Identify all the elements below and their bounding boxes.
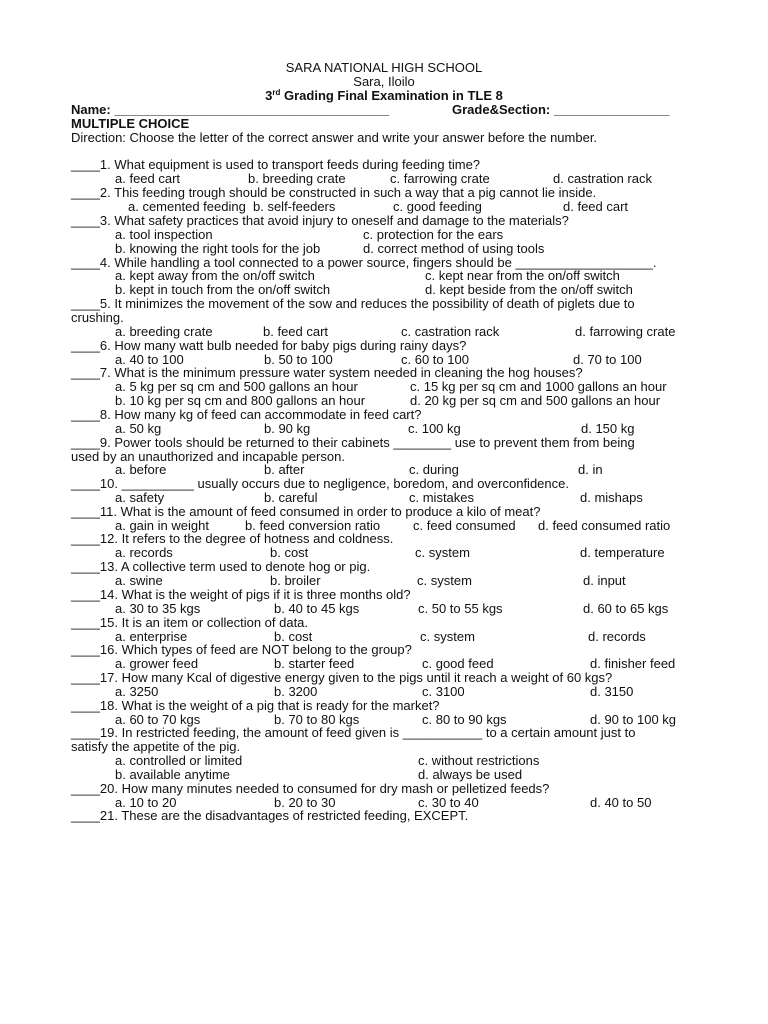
choice: c. system bbox=[417, 573, 472, 588]
question-7: ____7. What is the minimum pressure water system needed in cleaning the hog houses? bbox=[71, 365, 583, 380]
question-4: ____4. While handling a tool connected to a power source, fingers should be ___________________. bbox=[71, 255, 657, 270]
question-5-continued: crushing. bbox=[71, 310, 124, 325]
exam-title-text: Grading Final Examination in TLE 8 bbox=[280, 88, 503, 103]
name-field: Name: ______________________________________ bbox=[71, 102, 390, 117]
choice: c. feed consumed bbox=[413, 518, 516, 533]
question-12: ____12. It refers to the degree of hotness and coldness. bbox=[71, 531, 394, 546]
choice: c. castration rack bbox=[401, 324, 500, 339]
direction-text: Direction: Choose the letter of the correct answer and write your answer before the number. bbox=[71, 130, 598, 145]
choice: b. kept in touch from the on/off switch bbox=[115, 282, 331, 297]
question-8: ____8. How many kg of feed can accommodate in feed cart? bbox=[71, 407, 422, 422]
choice: a. gain in weight bbox=[115, 518, 209, 533]
question-15: ____15. It is an item or collection of data. bbox=[71, 615, 309, 630]
choice: a. safety bbox=[115, 490, 165, 505]
choice: c. 50 to 55 kgs bbox=[418, 601, 503, 616]
choice: a. 40 to 100 bbox=[115, 352, 184, 367]
exam-ordinal: 3 bbox=[265, 88, 273, 103]
choice: a. controlled or limited bbox=[115, 753, 243, 768]
choice: c. 80 to 90 kgs bbox=[422, 712, 507, 727]
choice: b. knowing the right tools for the job bbox=[115, 241, 321, 256]
choice: a. cemented feeding bbox=[128, 199, 246, 214]
choice: b. cost bbox=[270, 545, 309, 560]
choice: b. feed cart bbox=[263, 324, 329, 339]
choice: d. kept beside from the on/off switch bbox=[425, 282, 633, 297]
choice: c. mistakes bbox=[409, 490, 475, 505]
choice: c. without restrictions bbox=[418, 753, 540, 768]
exam-title bbox=[0, 89, 768, 103]
choice: a. 60 to 70 kgs bbox=[115, 712, 201, 727]
choice: a. 30 to 35 kgs bbox=[115, 601, 201, 616]
choice: a. 10 to 20 bbox=[115, 795, 177, 810]
question-21: ____21. These are the disadvantages of restricted feeding, EXCEPT. bbox=[71, 808, 469, 823]
choice: d. farrowing crate bbox=[575, 324, 676, 339]
choice: d. 150 kg bbox=[581, 421, 635, 436]
choice: b. 50 to 100 bbox=[264, 352, 333, 367]
choice: a. kept away from the on/off switch bbox=[115, 268, 315, 283]
choice: c. 3100 bbox=[422, 684, 465, 699]
choice: b. 90 kg bbox=[264, 421, 311, 436]
choice: d. correct method of using tools bbox=[363, 241, 545, 256]
question-5: ____5. It minimizes the movement of the sow and reduces the possibility of death of piglets due to bbox=[71, 296, 635, 311]
choice: b. available anytime bbox=[115, 767, 230, 782]
question-3: ____3. What safety practices that avoid injury to oneself and damage to the materials? bbox=[71, 213, 569, 228]
choice: d. finisher feed bbox=[590, 656, 676, 671]
choice: c. farrowing crate bbox=[390, 171, 490, 186]
choice: c. system bbox=[420, 629, 475, 644]
choice: d. input bbox=[583, 573, 626, 588]
choice: d. records bbox=[588, 629, 646, 644]
choice: d. in bbox=[578, 462, 603, 477]
choice: d. 20 kg per sq cm and 500 gallons an hour bbox=[410, 393, 661, 408]
question-20: ____20. How many minutes needed to consumed for dry mash or pelletized feeds? bbox=[71, 781, 550, 796]
choice: b. after bbox=[264, 462, 305, 477]
choice: b. 40 to 45 kgs bbox=[274, 601, 360, 616]
choice: b. breeding crate bbox=[248, 171, 346, 186]
choice: b. 20 to 30 bbox=[274, 795, 336, 810]
choice: d. feed cart bbox=[563, 199, 629, 214]
choice: d. 90 to 100 kg bbox=[590, 712, 677, 727]
choice: a. tool inspection bbox=[115, 227, 213, 242]
choice: c. good feeding bbox=[393, 199, 482, 214]
choice: d. castration rack bbox=[553, 171, 652, 186]
exam-ordinal-suffix: rd bbox=[272, 88, 281, 97]
choice: a. 3250 bbox=[115, 684, 159, 699]
grade-section-field: Grade&Section: ________________ bbox=[452, 102, 670, 117]
question-16: ____16. Which types of feed are NOT belong to the group? bbox=[71, 642, 412, 657]
choice: c. 30 to 40 bbox=[418, 795, 479, 810]
choice: a. 50 kg bbox=[115, 421, 162, 436]
question-18: ____18. What is the weight of a pig that is ready for the market? bbox=[71, 698, 440, 713]
choice: d. 40 to 50 bbox=[590, 795, 652, 810]
choice: c. 60 to 100 bbox=[401, 352, 469, 367]
choice: c. good feed bbox=[422, 656, 494, 671]
choice: d. feed consumed ratio bbox=[538, 518, 671, 533]
choice: b. feed conversion ratio bbox=[245, 518, 381, 533]
question-10: ____10. __________ usually occurs due to negligence, boredom, and overconfidence. bbox=[71, 476, 569, 491]
choice: b. careful bbox=[264, 490, 318, 505]
choice: c. kept near from the on/off switch bbox=[425, 268, 620, 283]
choice: d. always be used bbox=[418, 767, 523, 782]
choice: b. 10 kg per sq cm and 800 gallons an hour bbox=[115, 393, 366, 408]
question-2: ____2. This feeding trough should be constructed in such a way that a pig cannot lie inside. bbox=[71, 185, 597, 200]
choice: a. 5 kg per sq cm and 500 gallons an hour bbox=[115, 379, 358, 394]
choice: d. mishaps bbox=[580, 490, 643, 505]
choice: d. 70 to 100 bbox=[573, 352, 642, 367]
choice: a. swine bbox=[115, 573, 163, 588]
choice: c. 100 kg bbox=[408, 421, 461, 436]
choice: a. feed cart bbox=[115, 171, 181, 186]
question-19-continued: satisfy the appetite of the pig. bbox=[71, 739, 241, 754]
choice: d. 3150 bbox=[590, 684, 634, 699]
choice: b. 3200 bbox=[274, 684, 318, 699]
question-6: ____6. How many watt bulb needed for baby pigs during rainy days? bbox=[71, 338, 467, 353]
question-19: ____19. In restricted feeding, the amount of feed given is ___________ to a certain amount just to bbox=[71, 725, 636, 740]
choice: b. 70 to 80 kgs bbox=[274, 712, 360, 727]
choice: a. grower feed bbox=[115, 656, 199, 671]
question-13: ____13. A collective term used to denote hog or pig. bbox=[71, 559, 371, 574]
choice: c. during bbox=[409, 462, 459, 477]
choice: a. records bbox=[115, 545, 173, 560]
choice: b. starter feed bbox=[274, 656, 355, 671]
school-name: SARA NATIONAL HIGH SCHOOL bbox=[285, 60, 483, 75]
choice: c. system bbox=[415, 545, 470, 560]
question-17: ____17. How many Kcal of digestive energy given to the pigs until it reach a weight of 60 kgs? bbox=[71, 670, 613, 685]
choice: b. cost bbox=[274, 629, 313, 644]
question-14: ____14. What is the weight of pigs if it is three months old? bbox=[71, 587, 411, 602]
choice: a. before bbox=[115, 462, 167, 477]
question-1: ____1. What equipment is used to transport feeds during feeding time? bbox=[71, 157, 481, 172]
choice: c. protection for the ears bbox=[363, 227, 504, 242]
choice: a. breeding crate bbox=[115, 324, 213, 339]
choice: a. enterprise bbox=[115, 629, 188, 644]
choice: b. self-feeders bbox=[253, 199, 336, 214]
choice: d. temperature bbox=[580, 545, 665, 560]
choice: b. broiler bbox=[270, 573, 321, 588]
question-11: ____11. What is the amount of feed consumed in order to produce a kilo of meat? bbox=[71, 504, 541, 519]
school-location: Sara, Iloilo bbox=[353, 74, 415, 89]
question-9-continued: used by an unauthorized and incapable person. bbox=[71, 449, 345, 464]
question-9: ____9. Power tools should be returned to their cabinets ________ use to prevent them from being bbox=[71, 435, 635, 450]
section-title: MULTIPLE CHOICE bbox=[71, 116, 190, 131]
choice: d. 60 to 65 kgs bbox=[583, 601, 669, 616]
choice: c. 15 kg per sq cm and 1000 gallons an hour bbox=[410, 379, 667, 394]
